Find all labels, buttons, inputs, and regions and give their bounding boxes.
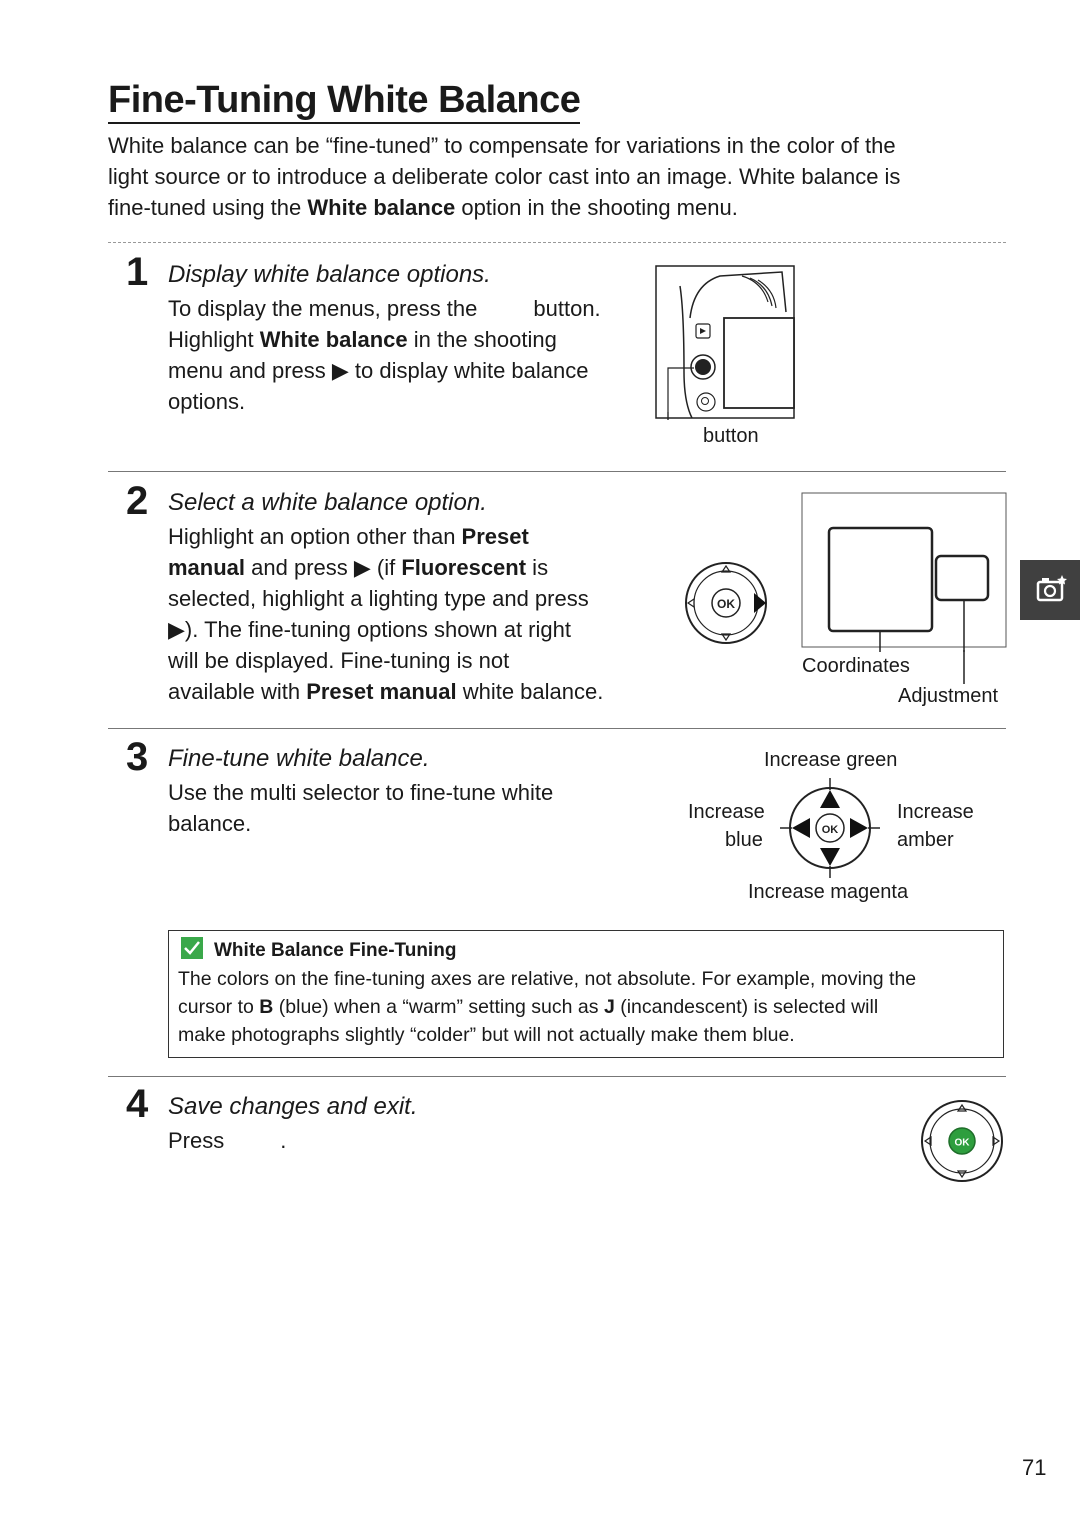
increase-amber-label-1: Increase xyxy=(897,801,974,823)
intro-line-3 xyxy=(108,192,998,223)
page-title: Fine-Tuning White Balance xyxy=(108,78,580,124)
step-3-line-1: Use the multi selector to fine-tune white xyxy=(168,780,554,805)
fine-tuning-screen-illustration xyxy=(800,492,1008,652)
svg-text:OK: OK xyxy=(954,1137,970,1149)
right-arrow-icon: ▶ xyxy=(168,617,185,642)
right-arrow-icon: ▶ xyxy=(353,555,371,580)
increase-amber-label-2: amber xyxy=(897,829,954,851)
divider xyxy=(108,1076,1006,1077)
coordinates-label: Coordinates xyxy=(802,655,910,677)
step-2-line-2: manual and press ▶ (if Fluorescent is xyxy=(168,555,549,580)
intro-line-1: White balance can be “fine-tuned” to compensate for variations in the color of the xyxy=(108,133,896,158)
increase-blue-label-2: blue xyxy=(725,829,763,851)
intro-line-3c: option in the shooting menu. xyxy=(455,195,738,220)
increase-green-label: Increase green xyxy=(764,749,898,771)
note-line-1: The colors on the fine-tuning axes are relative, not absolute. For example, moving the xyxy=(178,968,917,990)
note-line-2: cursor to B (blue) when a “warm” setting such as J (incandescent) is selected will xyxy=(178,996,879,1018)
shooting-menu-camera-icon xyxy=(1020,560,1080,620)
right-arrow-icon: ▶ xyxy=(331,358,349,383)
step-3-body xyxy=(168,777,628,839)
step-2-line-6: available with Preset manual white balance. xyxy=(168,679,604,704)
step-2-line-4: ▶). The fine-tuning options shown at right xyxy=(168,617,571,642)
multi-selector-four-way-icon xyxy=(776,778,884,878)
note-text xyxy=(178,965,998,1049)
divider xyxy=(108,242,1006,243)
intro-line-2: light source or to introduce a deliberate color cast into an image. White balance is xyxy=(108,164,901,189)
check-note-icon xyxy=(180,936,204,960)
svg-text:OK: OK xyxy=(821,824,839,836)
divider xyxy=(108,728,1006,729)
step-4-title: Save changes and exit. xyxy=(168,1093,418,1120)
divider xyxy=(108,471,1006,472)
step-2-body xyxy=(168,521,648,707)
step-2-line-5: will be displayed. Fine-tuning is not xyxy=(168,648,510,673)
step-3-line-2: balance. xyxy=(168,811,252,836)
step-2-number: 2 xyxy=(126,479,149,523)
adjustment-label: Adjustment xyxy=(898,685,999,707)
step-1-number: 1 xyxy=(126,250,149,294)
step-1-line-1: To display the menus, press the button. xyxy=(168,296,601,321)
step-1-line-3: menu and press ▶ to display white balance xyxy=(168,358,589,383)
step-3-number: 3 xyxy=(126,735,149,779)
note-line-3: make photographs slightly “colder” but will not actually make them blue. xyxy=(178,1024,795,1046)
increase-blue-label-1: Increase xyxy=(688,801,765,823)
step-1-line-4: options. xyxy=(168,389,246,414)
step-3-title: Fine-tune white balance. xyxy=(168,745,430,772)
step-1-title: Display white balance options. xyxy=(168,261,491,288)
increase-magenta-label: Increase magenta xyxy=(748,881,909,903)
step-4-number: 4 xyxy=(126,1082,149,1126)
step-2-line-3: selected, highlight a lighting type and press xyxy=(168,586,589,611)
svg-text:OK: OK xyxy=(717,597,735,611)
intro-line-3a: fine-tuned using the xyxy=(108,195,308,220)
step-1-line-2: Highlight White balance in the shooting xyxy=(168,327,557,352)
intro-paragraph xyxy=(108,130,998,223)
multi-selector-ok-icon xyxy=(918,1098,1006,1184)
step-1-button-label: button xyxy=(703,425,759,447)
page-number: 71 xyxy=(1022,1455,1047,1480)
chapter-tab xyxy=(1020,560,1080,620)
step-4-body: Press . xyxy=(168,1128,287,1153)
step-2-line-1: Highlight an option other than Preset xyxy=(168,524,529,549)
camera-back-illustration xyxy=(650,262,800,427)
step-2-title: Select a white balance option. xyxy=(168,489,487,516)
multi-selector-right-icon xyxy=(680,558,772,648)
step-1-body xyxy=(168,293,638,417)
intro-white-balance-bold: White balance xyxy=(307,195,456,220)
note-title: White Balance Fine-Tuning xyxy=(214,940,457,961)
